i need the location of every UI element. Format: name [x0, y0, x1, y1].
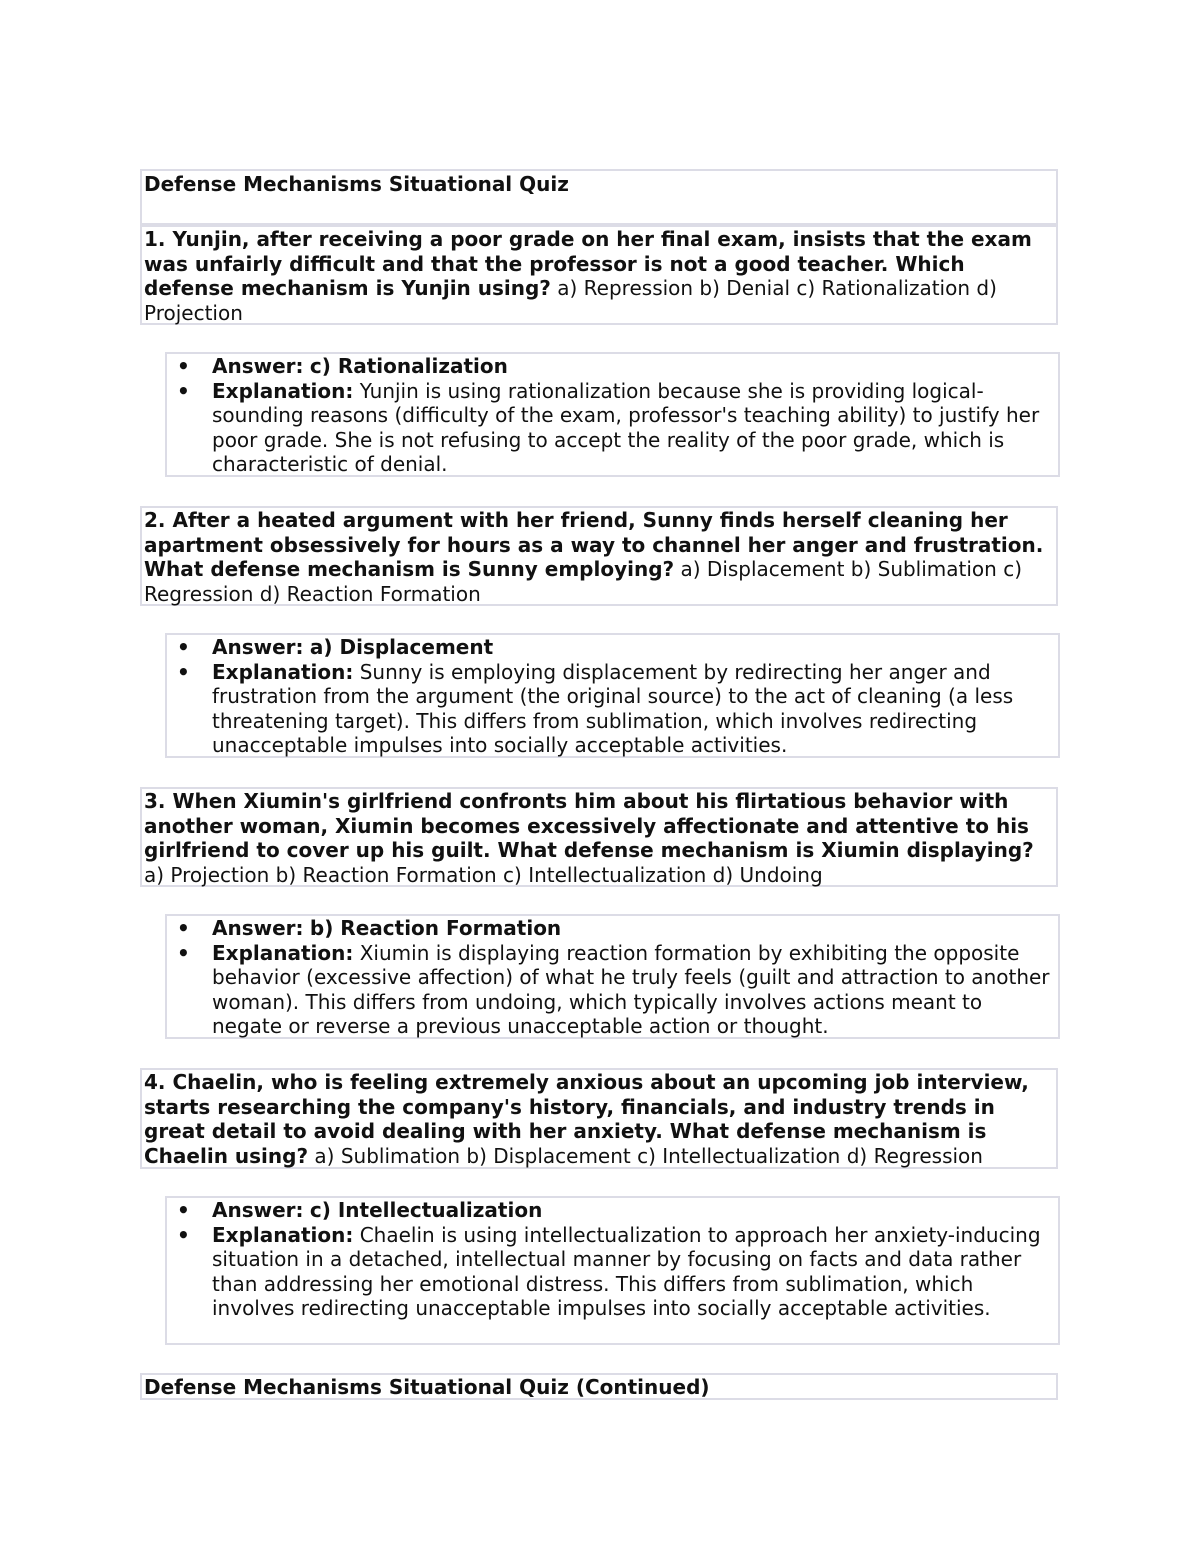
explanation-item: [167, 379, 1058, 477]
answer-label: Answer:: [212, 354, 304, 378]
answer-item: [167, 635, 1058, 660]
quiz-continued-title: Defense Mechanisms Situational Quiz (Continued): [140, 1373, 1058, 1400]
answer-item: [167, 1198, 1058, 1223]
explanation-label: Explanation:: [212, 940, 354, 965]
question-4-text: 4. Chaelin, who is feeling extremely anxious about an upcoming job interview, starts researching the company's history, financials, and industry trends in great detail to avoid dealing with her anxiety. What defense mechanism is Chaelin using?: [144, 1070, 1029, 1168]
answer-item: [167, 916, 1058, 941]
question-2-options: a) Displacement b) Sublimation c) Regression d) Reaction Formation: [144, 557, 1023, 606]
answer-label: Answer:: [212, 916, 304, 940]
explanation-label: Explanation:: [212, 1222, 354, 1247]
answer-list-2: [167, 635, 1058, 758]
question-4-options: a) Sublimation b) Displacement c) Intellectualization d) Regression: [314, 1143, 983, 1168]
explanation-item: [167, 660, 1058, 758]
answer-list-3: [167, 916, 1058, 1039]
question-1: [140, 225, 1058, 325]
explanation-text: Sunny is employing displacement by redirecting her anger and frustration from the argument (the original source) to the act of cleaning (a less threatening target). This differs from sublimation, which involves redirecting unacceptable impulses into socially acceptable activities.: [212, 659, 1014, 757]
question-1-options: a) Repression b) Denial c) Rationalization d) Projection: [144, 276, 997, 325]
question-4: [140, 1068, 1058, 1169]
explanation-item: [167, 941, 1058, 1039]
answer-block-4: [165, 1196, 1060, 1345]
quiz-title: Defense Mechanisms Situational Quiz: [140, 169, 1058, 225]
explanation-text: Xiumin is displaying reaction formation by exhibiting the opposite behavior (excessive affection) of what he truly feels (guilt and attraction to another woman). This differs from undoing, which typically involves actions meant to negate or reverse a previous unacceptable action or thought.: [212, 940, 1050, 1038]
answer-list-4: [167, 1198, 1058, 1321]
explanation-item: [167, 1223, 1058, 1321]
explanation-text: Chaelin is using intellectualization to approach her anxiety-inducing situation in a detached, intellectual manner by focusing on facts and data rather than addressing her emotional distress. This differs from sublimation, which involves redirecting unacceptable impulses into socially acceptable activities.: [212, 1222, 1041, 1320]
answer-value: a) Displacement: [309, 635, 494, 659]
question-1-text: 1. Yunjin, after receiving a poor grade on her final exam, insists that the exam was unfairly difficult and that the professor is not a good teacher. Which defense mechanism is Yunjin using?: [144, 227, 1032, 300]
answer-item: [167, 354, 1058, 379]
question-3: [140, 787, 1058, 887]
answer-value: c) Rationalization: [309, 354, 508, 378]
explanation-text: Yunjin is using rationalization because she is providing logical-sounding reasons (difficulty of the exam, professor's teaching ability) to justify her poor grade. She is not refusing to accept the reality of the poor grade, which is characteristic of denial.: [212, 378, 1040, 476]
question-2-text: 2. After a heated argument with her friend, Sunny finds herself cleaning her apartment obsessively for hours as a way to channel her anger and frustration. What defense mechanism is Sunny employing?: [144, 508, 1044, 581]
answer-value: b) Reaction Formation: [309, 916, 562, 940]
question-3-options: a) Projection b) Reaction Formation c) Intellectualization d) Undoing: [144, 862, 823, 887]
answer-block-1: [165, 352, 1060, 477]
answer-label: Answer:: [212, 635, 304, 659]
explanation-label: Explanation:: [212, 378, 354, 403]
explanation-label: Explanation:: [212, 659, 354, 684]
answer-block-3: [165, 914, 1060, 1039]
question-2: [140, 506, 1058, 606]
answer-list-1: [167, 354, 1058, 477]
answer-block-2: [165, 633, 1060, 758]
question-3-text: 3. When Xiumin's girlfriend confronts him about his flirtatious behavior with another woman, Xiumin becomes excessively affectionate and attentive to his girlfriend to cover up his guilt. What defense mechanism is Xiumin displaying?: [144, 789, 1034, 862]
answer-label: Answer:: [212, 1198, 304, 1222]
answer-value: c) Intellectualization: [309, 1198, 543, 1222]
